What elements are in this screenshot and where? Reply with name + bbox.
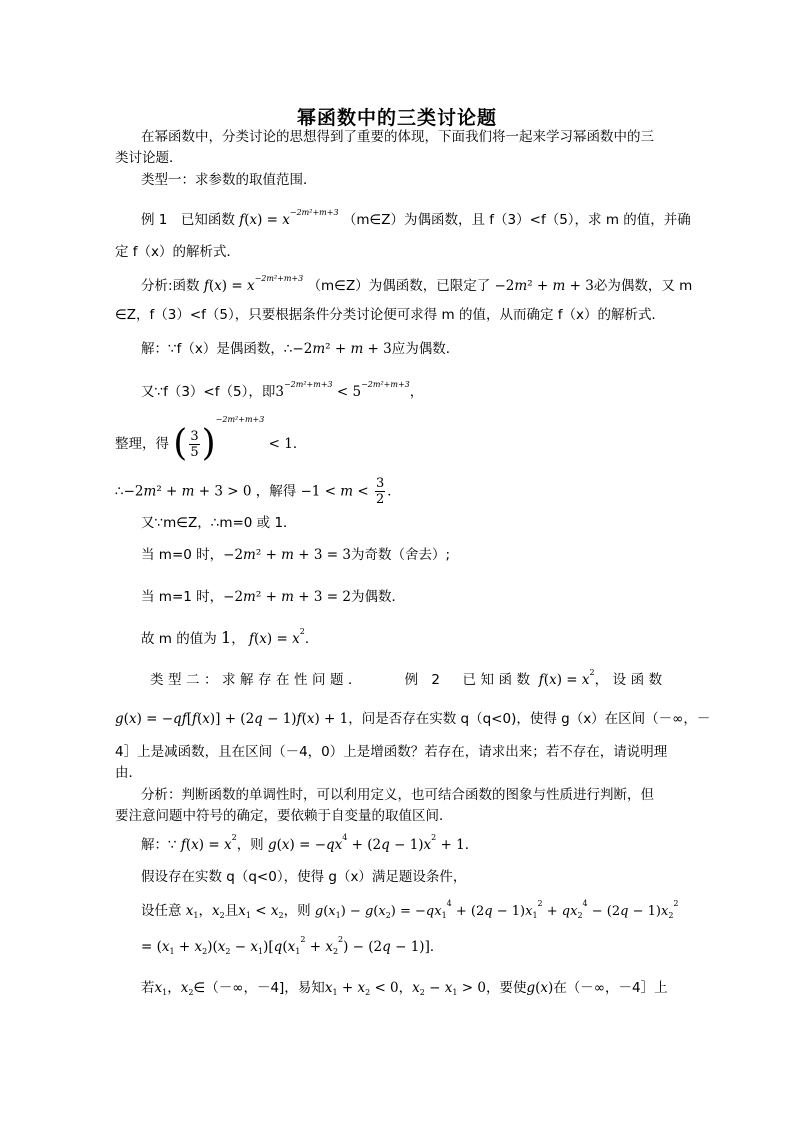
solution2-line-3: 设任意 $x_1$，$x_2$且$x_1 < x_2$，则 $g(x_1) - g(x_2) = -qx_1^4 + (2q - 1)x_1^2 + qx_2^4 - (2q - 1)x_2^2$ xyxy=(141,899,679,920)
case-m0: 当 m=0 时， xyxy=(141,547,224,563)
type1-heading: 类型一：求参数的取值范围． xyxy=(141,172,317,188)
type2-line-3: 4］上是减函数，且在区间（－4，0）上是增函数？若存在，请求出来；若不存在，请说明理 xyxy=(115,744,668,760)
period-4: ． xyxy=(429,939,444,955)
period: ． xyxy=(387,483,401,500)
case-m1-result: 为偶数． xyxy=(350,589,405,605)
intro-line-1: 在幂函数中，分类讨论的思想得到了重要的体现，下面我们将一起来学习幂函数中的三 xyxy=(141,129,654,145)
solution2-line-2: 假设存在实数 q（q<0），使得 g（x）满足题设条件， xyxy=(141,869,467,885)
page-title: 幂函数中的三类讨论题 xyxy=(296,107,497,129)
solution1-text-a: 解：∵f（x）是偶函数，∴ xyxy=(141,341,293,357)
formula-g: g(x) = −qf[f(x)] + (2q − 1)f(x) + 1 xyxy=(115,711,349,727)
example1-intro: 例 1 已知函数 xyxy=(141,212,235,228)
analysis1-line-2: ∈Z，f（3）<f（5），只要根据条件分类讨论便可求得 m 的值，从而确定 f（x）的解析式． xyxy=(115,307,666,323)
analysis2-line-1: 分析：判断函数的单调性时，可以利用定义，也可结合函数的图象与性质进行判断，但 xyxy=(141,787,654,803)
intro-line-2: 类讨论题． xyxy=(115,150,183,166)
solution1-line-3: 整理，得 ( $\frac{3}{5}$ )$^{-2m^2+m+3}$ < 1． xyxy=(115,415,307,464)
m-value: 1 xyxy=(221,628,232,647)
fraction-3-5: $\frac{3}{5}$ xyxy=(190,428,199,460)
analysis1-intro: 分析:函数 xyxy=(141,278,200,294)
solution1-line-5: 又∵m∈Z，∴m=0 或 1． xyxy=(141,515,297,531)
conclusion-text: 故 m 的值为 xyxy=(141,631,217,647)
solution2-line-5: 若$x_1$，$x_2\in(-\infty$，－4]，易知$x_1 + x_2 < 0$，$x_2 - x_1 > 0$，要使g(x)在（－∞，－4］上 xyxy=(141,980,668,997)
fraction-3-2: $\frac{3}{2}$ xyxy=(376,476,385,507)
example1-line-1: 例 1 已知函数 $f(x) = x^{-2m^2+m+3}$ （m∈Z）为偶函数，且 f（3）<f（5），求 m 的值，并确 xyxy=(141,208,691,228)
solution1-text-e: ，解得 xyxy=(255,483,297,500)
and-text: 且 xyxy=(224,903,239,919)
solution2-text-b: ，则 xyxy=(236,837,264,853)
solution1-line-8: 故 m 的值为 1， $f(x) = x^2$． xyxy=(141,627,319,647)
solution1-line-4: ∴−2m² + m + 3 > 0 ，解得 −1 < m < $\frac{3}{2}$ ． xyxy=(115,476,401,507)
solution2-text-c: 设任意 xyxy=(141,903,182,919)
period-3: ． xyxy=(464,837,479,853)
solution2-text-d: ∈（－∞，－4]，易知 xyxy=(193,980,325,996)
type2-question: ，问是否存在实数 q（q<0)，使得 g（x）在区间（－∞，－ xyxy=(348,711,711,727)
analysis1-line-1: 分析:函数 $f(x) = x^{-2m^2+m+3}$ （m∈Z）为偶函数，已限定了 −2m² + m + 3必为偶数，又 m xyxy=(141,274,693,294)
analysis1-text-c: 必为偶数，又 m xyxy=(593,278,693,294)
example1-condition: （m∈Z）为偶函数，且 f（3）<f（5），求 m 的值，并确 xyxy=(342,212,691,228)
solution1-line-1: 解：∵f（x）是偶函数，∴−2m² + m + 3应为偶数． xyxy=(141,341,460,357)
example1-line-2: 定 f（x）的解析式． xyxy=(115,244,241,260)
example2-intro: 例 2 已知函数 xyxy=(404,672,535,688)
formula-fx-def: f xyxy=(239,212,245,228)
comma: ， xyxy=(409,384,424,400)
solution1-ineq: < 1． xyxy=(268,436,307,452)
solution1-line-6: 当 m=0 时，−2m² + m + 3 = 3为奇数（舍去）; xyxy=(141,547,451,563)
solution2-line-1: 解：∵ $f(x) = x^2$，则 $g(x) = -qx^4 + (2q - 1)x^2 + 1$． xyxy=(141,833,479,853)
solution2-text-a: 解：∵ xyxy=(141,837,177,853)
solution1-line-7: 当 m=1 时，−2m² + m + 3 = 2为偶数． xyxy=(141,589,405,605)
case-m1: 当 m=1 时， xyxy=(141,589,224,605)
analysis1-text-b: （m∈Z）为偶函数，已限定了 xyxy=(307,278,491,294)
type2-line-1: 类型二：求解存在性问题． 例 2 已知函数 $f(x) = x^2$，设函数 xyxy=(150,668,667,688)
type2-heading: 类型二：求解存在性问题． xyxy=(150,672,366,688)
period-2: ． xyxy=(304,631,319,647)
type2-line-2 xyxy=(115,709,710,729)
therefore: ∴ xyxy=(115,483,124,500)
analysis2-line-2: 要注意问题中符号的确定，要依赖于自变量的取值区间． xyxy=(115,808,453,824)
formula-exponent: −2m² + m + 3 xyxy=(494,278,594,294)
solution2-text-f: 在（－∞，－4］上 xyxy=(553,980,668,996)
solution2-line-4: = $(x_1 + x_2)(x_2 - x_1)[q(x_1^2 + x_2^2) - (2q - 1)]$． xyxy=(141,935,444,956)
solution1-line-2: 又∵f（3）<f（5），即$3^{-2m^2+m+3} < 5^{-2m^2+m+3}$， xyxy=(141,380,424,400)
solution1-text-d: 整理，得 xyxy=(115,436,169,452)
if-text: 若 xyxy=(141,980,155,996)
comma-2: ， xyxy=(231,631,245,647)
solution1-text-b: 应为偶数． xyxy=(391,341,460,357)
solution1-text-c: 又∵f（3）<f（5），即 xyxy=(141,384,276,400)
then-text: ，则 xyxy=(283,903,311,919)
type2-line-4: 由． xyxy=(115,765,142,781)
solution2-text-e: ，要使 xyxy=(485,980,527,996)
example2-text: ，设函数 xyxy=(594,672,667,688)
formula-fx-def-2: f xyxy=(203,278,209,294)
case-m0-result: 为奇数（舍去）; xyxy=(350,547,451,563)
